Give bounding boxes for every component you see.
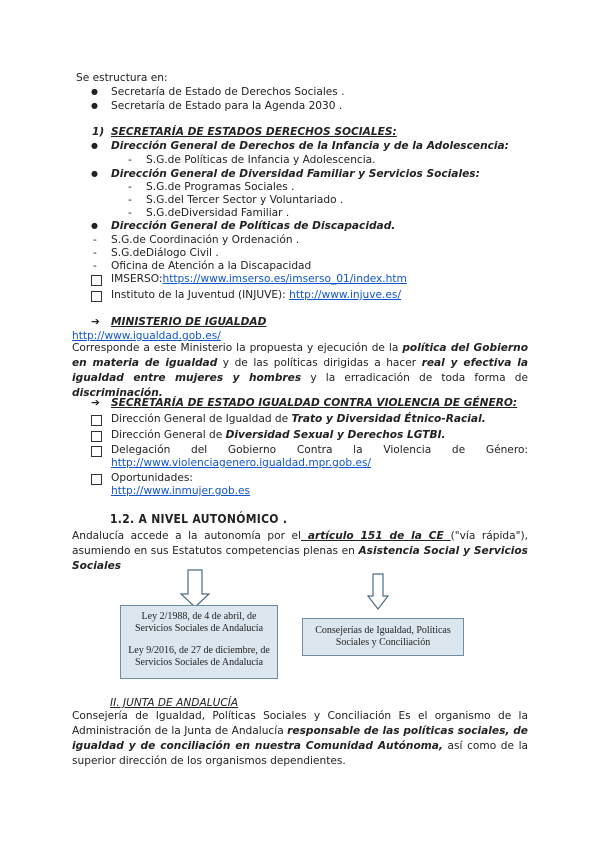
junta-title: II. JUNTA DE ANDALUCÍA (110, 697, 239, 709)
list-item: - S.G.de Políticas de Infancia y Adolescencia. (146, 154, 376, 166)
checkbox-item: Delegación del Gobierno Contra la Violencia de Género: http://www.violenciagenero.igualdad.mpr.gob.es/ (111, 444, 528, 469)
list-item: ● Dirección General de Derechos de la Infancia y de la Adolescencia: (111, 140, 509, 152)
checkbox-item: Oportunidades: http://www.inmujer.gob.es (111, 472, 250, 497)
consejerias-box: Consejerías de Igualdad, Políticas Sociales y Conciliación (302, 618, 464, 656)
arrow-down-icon (367, 573, 389, 611)
arrow-down-icon (180, 569, 210, 609)
imserso-label: IMSERSO: (111, 273, 163, 285)
injuve-link[interactable]: http://www.injuve.es/ (289, 289, 402, 301)
inmujer-link[interactable]: http://www.inmujer.gob.es (111, 485, 251, 497)
igualdad-link[interactable]: http://www.igualdad.gob.es/ (72, 330, 221, 342)
law-box: Ley 2/1988, de 4 de abril, de Servicios Sociales de Andalucía Ley 9/2016, de 27 de diciembre, de Servicios Sociales de Andalucía (120, 605, 278, 679)
checkbox[interactable] (91, 275, 102, 286)
checkbox-item: Dirección General de Diversidad Sexual y Derechos LGTBI. (111, 429, 446, 441)
autonomico-heading: 1.2. A NIVEL AUTONÓMICO . (110, 512, 288, 526)
list-item: ● Dirección General de Diversidad Familiar y Servicios Sociales: (111, 168, 480, 180)
list-item: - S.G.de Programas Sociales . (146, 181, 295, 193)
list-item: ● Secretaría de Estado de Derechos Sociales . (111, 86, 345, 98)
list-item: - S.G.deDiversidad Familiar . (146, 207, 289, 219)
igualdad-paragraph: Corresponde a este Ministerio la propuesta y ejecución de la política del Gobierno en materia de igualdad y de las políticas dirigidas a hacer real y efectiva la igualdad entre mujeres y hombres y la erradicación de toda forma de discriminación. (72, 342, 528, 399)
list-item: - S.G.del Tercer Sector y Voluntariado . (146, 194, 343, 206)
checkbox[interactable] (91, 474, 102, 485)
list-item: - Oficina de Atención a la Discapacidad (111, 260, 311, 272)
checkbox[interactable] (91, 415, 102, 426)
autonomico-paragraph: Andalucía accede a la autonomía por el artículo 151 de la CE ("vía rápida"), asumiendo en sus Estatutos competencias plenas en Asistencia Social y Servicios Sociales (72, 530, 528, 572)
list-item: ● Dirección General de Políticas de Discapacidad. (111, 220, 395, 232)
imserso-link[interactable]: https://www.imserso.es/imserso_01/index.htm (162, 273, 407, 285)
section-heading: ➔ SECRETARÍA DE ESTADO IGUALDAD CONTRA VIOLENCIA DE GÉNERO: (91, 397, 518, 409)
checkbox[interactable] (91, 291, 102, 302)
violencia-link[interactable]: http://www.violenciagenero.igualdad.mpr.gob.es/ (111, 457, 372, 469)
list-item: - S.G.deDiálogo Civil . (111, 247, 219, 259)
section-number: 1) (92, 126, 105, 138)
list-item: ● Secretaría de Estado para la Agenda 2030 . (111, 100, 342, 112)
checkbox[interactable] (91, 446, 102, 457)
checkbox-item: Dirección General de Igualdad de Trato y Diversidad Étnico-Racial. (111, 413, 486, 425)
section-title: SECRETARÍA DE ESTADOS DERECHOS SOCIALES: (111, 126, 397, 138)
injuve-label: Instituto de la Juventud (INJUVE): (111, 289, 290, 301)
arrow-right-icon: ➔ (91, 316, 100, 328)
list-item: - S.G.de Coordinación y Ordenación . (111, 234, 299, 246)
checkbox[interactable] (91, 431, 102, 442)
section-heading: ➔ MINISTERIO DE IGUALDAD (91, 316, 267, 328)
junta-paragraph: Consejería de Igualdad, Políticas Sociales y Conciliación Es el organismo de la Administración de la Junta de Andalucía responsable de las políticas sociales, de igualdad y de conciliación en nuestra Comunidad Autónoma, así como de la superior dirección de los organismos dependientes. (72, 710, 529, 767)
intro-text: Se estructura en: (76, 72, 168, 84)
checkbox-item (111, 273, 407, 285)
checkbox-item (111, 289, 401, 301)
arrow-right-icon: ➔ (91, 397, 100, 409)
